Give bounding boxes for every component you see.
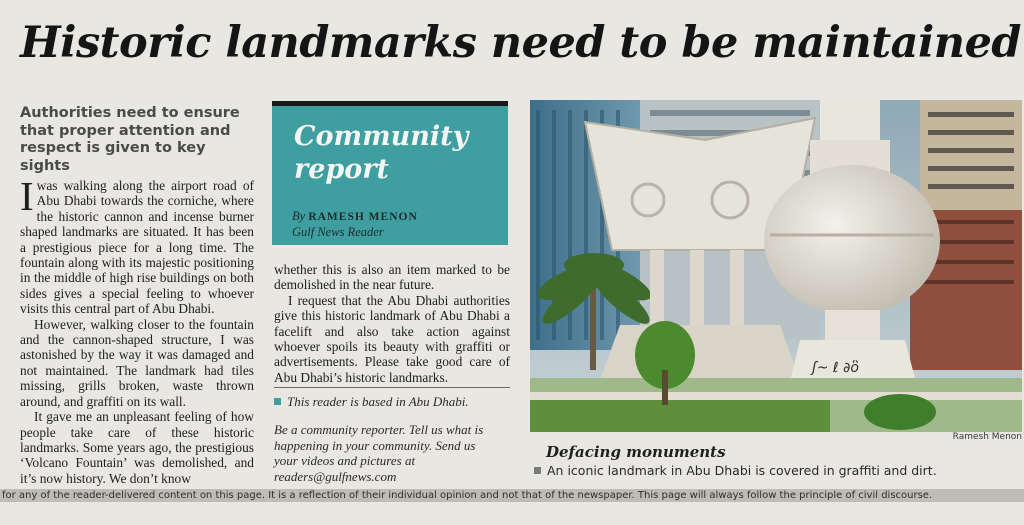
- paragraph-text: was walking along the airport road of Abu Dhabi towards the corniche, where the historic cannon and incense burner shaped landmarks are situated. It has been a prestigious piece for a long time. The fountain along with its majestic positioning in the middle of high rise buildings on both sides gives a special feeling to whoever visits this central part of Abu Dhabi.: [20, 178, 254, 317]
- paragraph: whether this is also an item marked to be demolished in the near future.: [274, 262, 510, 293]
- reader-location-note: [274, 394, 510, 410]
- square-bullet-icon: [274, 398, 281, 405]
- report-title-line: Community: [294, 121, 469, 152]
- community-report-box: [272, 101, 508, 245]
- photo-credit: Ramesh Menon: [952, 432, 1022, 442]
- report-title-line: report: [294, 154, 389, 185]
- byline: [292, 209, 502, 240]
- community-reporter-callout: [274, 422, 510, 484]
- author-name: RAMESH MENON: [308, 211, 418, 223]
- paragraph: However, walking closer to the fountain and the cannon-shaped structure, I was astonished by the way it was damaged and not maintained. The landmark had tiles missing, grills broken, waste thrown around, and graffiti on its wall.: [20, 316, 254, 409]
- paragraph: I request that the Abu Dhabi authorities give this historic landmark of Abu Dhabi a facelift and also take action against whoever spoils its beauty with graffiti or advertisements. Please take good care of Abu Dhabi’s historic landmarks.: [274, 292, 510, 385]
- svg-text:ʃ~ ℓ ∂ὃ: ʃ~ ℓ ∂ὃ: [812, 360, 859, 376]
- article-column-1: [20, 173, 254, 486]
- landmark-photo-illustration: [530, 100, 1022, 432]
- paragraph: It gave me an unpleasant feeling of how people take care of these historic landmarks. Some years ago, the prestigious ‘Volcano Fountain’ was demolished, and it’s now history. We don’t know: [20, 409, 254, 486]
- callout-line: your videos and pictures at: [274, 453, 416, 468]
- contact-email[interactable]: readers@gulfnews.com: [274, 468, 397, 484]
- article-column-2: [274, 262, 510, 385]
- caption-text: An iconic landmark in Abu Dhabi is covered in graffiti and dirt.: [547, 463, 937, 478]
- callout-line: Be a community reporter. Tell us what is: [274, 422, 484, 437]
- divider: [274, 387, 510, 388]
- author-role: Gulf News Reader: [292, 225, 384, 239]
- community-report-title: [294, 120, 494, 186]
- paragraph: [20, 173, 254, 317]
- standfirst: Authorities need to ensure that proper attention and respect is given to key sights: [20, 105, 240, 174]
- landmark-photo: [530, 100, 1022, 432]
- byline-by: By: [292, 209, 306, 223]
- photo-caption: [534, 463, 937, 478]
- drop-cap: I: [20, 173, 34, 219]
- caption-title: Defacing monuments: [546, 443, 726, 461]
- headline: Historic landmarks need to be maintained: [20, 18, 1021, 68]
- footer-disclaimer: for any of the reader-delivered content on this page. It is a reflection of their individual opinion and not that of the newspaper. This page will always follow the principle of civil discourse.: [2, 490, 933, 501]
- note-text: This reader is based in Abu Dhabi.: [287, 394, 469, 409]
- square-bullet-icon: [534, 467, 541, 474]
- callout-line: happening in your community. Send us: [274, 437, 476, 453]
